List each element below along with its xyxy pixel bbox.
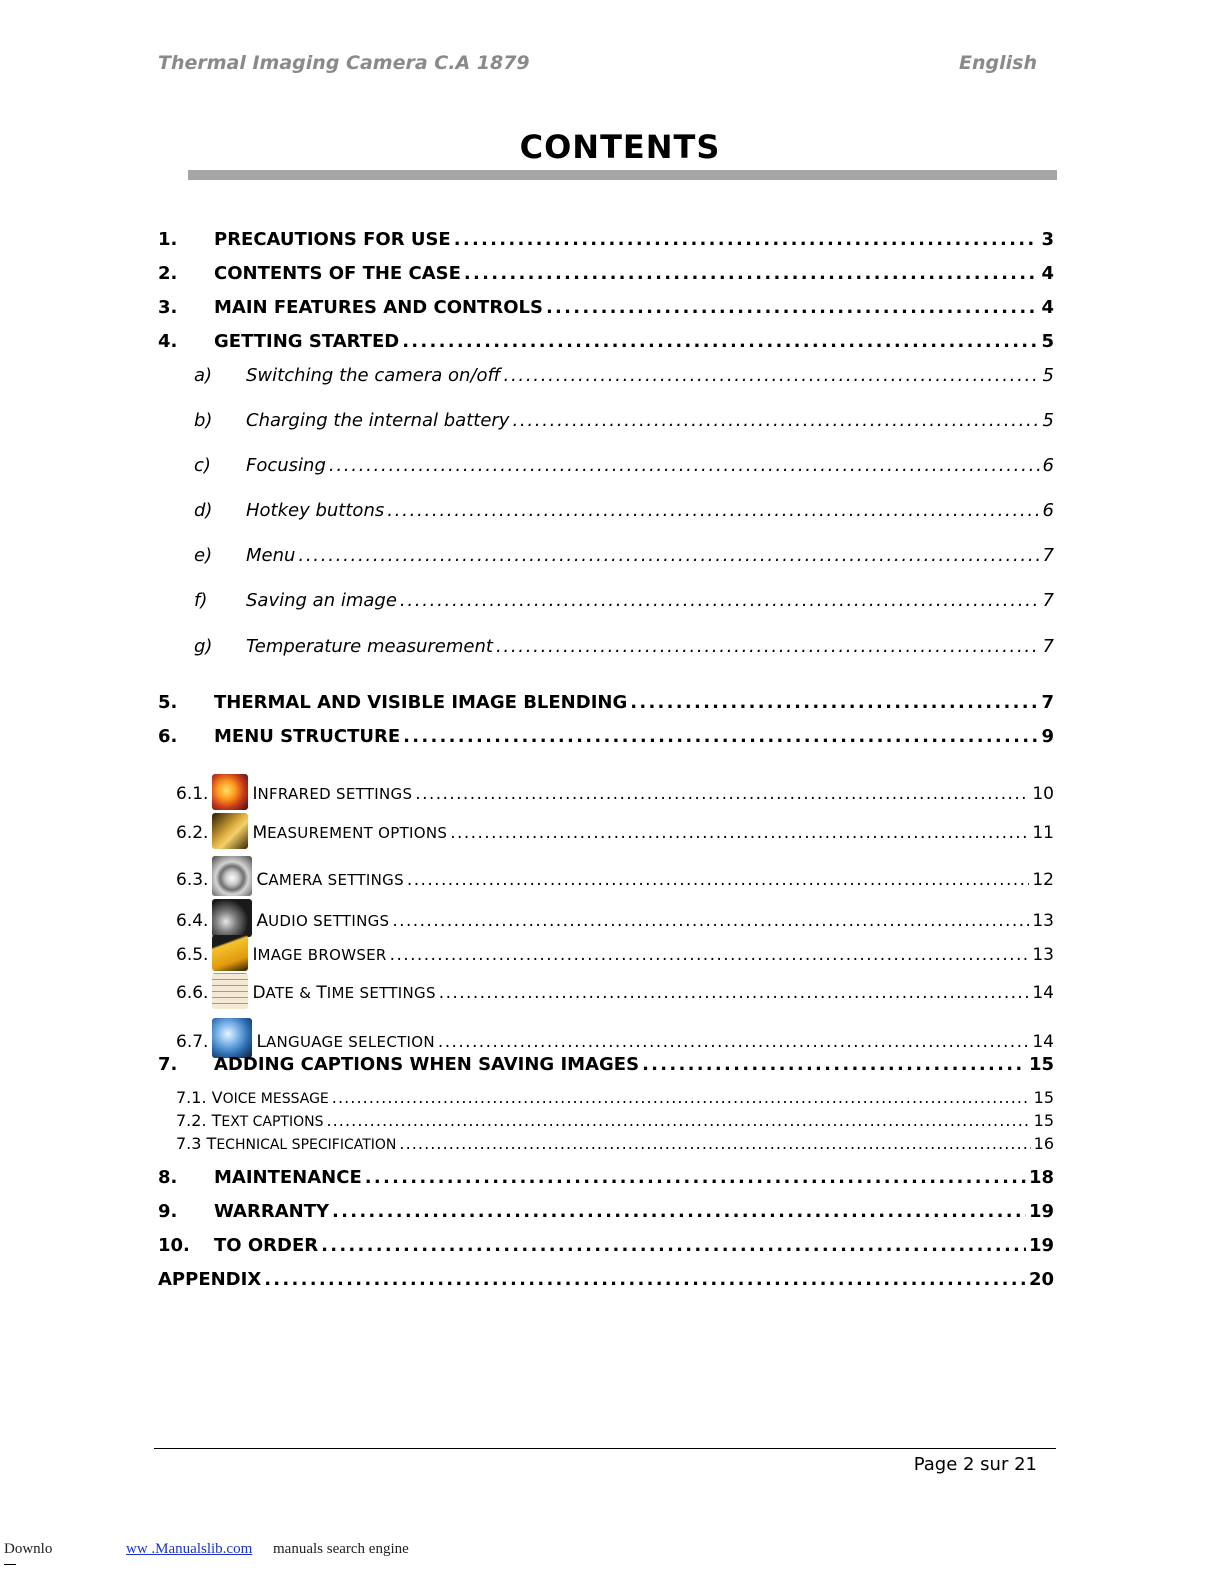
toc-entry-audio-settings[interactable] [176, 893, 1054, 931]
toc-label: TO ORDER [214, 1235, 319, 1256]
watermark-link[interactable]: ww .Manualslib.com [126, 1541, 253, 1557]
toc-page: 4 [1041, 297, 1054, 318]
toc-number: d) [194, 500, 213, 521]
toc-leader [546, 297, 1039, 318]
toc-entry-switching[interactable] [194, 365, 1054, 386]
toc-label: APPENDIX [158, 1269, 262, 1290]
toc-entry-image-browser[interactable] [176, 929, 1054, 965]
toc-entry-appendix[interactable] [158, 1269, 1054, 1290]
toc-leader [450, 823, 1029, 843]
toc-page: 14 [1032, 1032, 1054, 1052]
toc-leader [504, 365, 1040, 386]
toc-number: 7.1. [176, 1088, 207, 1107]
toc-number: 7.3 [176, 1134, 202, 1153]
toc-leader [464, 263, 1039, 284]
toc-leader [298, 545, 1039, 566]
language-selection-icon [212, 1018, 252, 1058]
toc-number: b) [194, 410, 213, 431]
toc-entry-camera-settings[interactable] [176, 850, 1054, 890]
toc-page: 7 [1042, 545, 1054, 566]
measurement-options-icon [212, 813, 248, 849]
toc-label: Menu [246, 545, 296, 566]
toc-label: INFRARED SETTINGS [252, 784, 413, 804]
toc-label: LANGUAGE SELECTION [256, 1032, 435, 1052]
toc-number: 6.6. [176, 983, 209, 1003]
toc-entry-maintenance[interactable] [158, 1167, 1054, 1188]
toc-number: 6. [158, 726, 178, 747]
toc-page: 19 [1028, 1235, 1054, 1256]
toc-leader [400, 590, 1040, 611]
toc-entry-voice-message[interactable] [176, 1088, 1054, 1107]
toc-label: TEXT CAPTIONS [211, 1111, 324, 1130]
toc-number: 6.2. [176, 823, 209, 843]
toc-label: VOICE MESSAGE [211, 1088, 329, 1107]
toc-number: 6.4. [176, 911, 209, 931]
toc-label: Saving an image [246, 590, 397, 611]
toc-page: 15 [1028, 1054, 1054, 1075]
toc-page: 12 [1032, 870, 1054, 890]
toc-page: 4 [1041, 263, 1054, 284]
toc-label: PRECAUTIONS FOR USE [214, 229, 451, 250]
toc-entry-warranty[interactable] [158, 1201, 1054, 1222]
toc-label: MENU STRUCTURE [214, 726, 401, 747]
date-time-settings-icon [212, 973, 248, 1009]
toc-number: 6.5. [176, 945, 209, 965]
toc-leader [415, 784, 1029, 804]
toc-page: 13 [1032, 945, 1054, 965]
toc-label: Charging the internal battery [246, 410, 510, 431]
toc-entry-to-order[interactable] [158, 1235, 1054, 1256]
watermark-tagline: manuals search engine [273, 1541, 409, 1557]
toc-label: CONTENTS OF THE CASE [214, 263, 461, 284]
toc-page: 6 [1042, 455, 1054, 476]
footer-rule [154, 1448, 1056, 1449]
toc-label: MEASUREMENT OPTIONS [252, 823, 448, 843]
toc-leader [496, 636, 1040, 657]
camera-settings-icon [212, 856, 252, 896]
toc-label: WARRANTY [214, 1201, 330, 1222]
toc-label: ADDING CAPTIONS WHEN SAVING IMAGES [214, 1054, 640, 1075]
toc-number: 6.3. [176, 870, 209, 890]
toc-leader [332, 1089, 1031, 1107]
header-language: English [959, 52, 1037, 74]
toc-label: MAINTENANCE [214, 1167, 362, 1188]
toc-label: Focusing [246, 455, 326, 476]
toc-number: e) [194, 545, 213, 566]
toc-number: g) [194, 636, 213, 657]
toc-entry-infrared-settings[interactable] [176, 768, 1054, 804]
toc-label: Hotkey buttons [246, 500, 385, 521]
toc-label: CAMERA SETTINGS [256, 870, 404, 890]
toc-leader [642, 1054, 1026, 1075]
toc-page: 15 [1033, 1111, 1054, 1130]
toc-label: AUDIO SETTINGS [256, 911, 390, 931]
toc-page: 19 [1028, 1201, 1054, 1222]
toc-leader [630, 692, 1038, 713]
toc-label: Temperature measurement [246, 636, 493, 657]
toc-page: 3 [1041, 229, 1054, 250]
toc-entry-blending[interactable] [158, 692, 1054, 713]
toc-label: GETTING STARTED [214, 331, 400, 352]
toc-page: 14 [1032, 983, 1054, 1003]
toc-page: 7 [1041, 692, 1054, 713]
toc-page: 16 [1033, 1134, 1054, 1153]
toc-entry-charging[interactable] [194, 410, 1054, 431]
toc-leader [403, 726, 1038, 747]
toc-page: 11 [1032, 823, 1054, 843]
toc-page: 9 [1041, 726, 1054, 747]
toc-leader [402, 331, 1038, 352]
watermark-underline [4, 1564, 16, 1565]
toc-page: 5 [1041, 331, 1054, 352]
toc-number: 7. [158, 1054, 178, 1075]
toc-page: 13 [1032, 911, 1054, 931]
toc-number: 4. [158, 331, 178, 352]
toc-number: 6.1. [176, 784, 209, 804]
page-number: Page 2 sur 21 [913, 1454, 1037, 1475]
toc-leader [365, 1167, 1026, 1188]
header-title: Thermal Imaging Camera C.A 1879 [158, 52, 530, 74]
toc-label: MAIN FEATURES AND CONTROLS [214, 297, 543, 318]
toc-number: 5. [158, 692, 178, 713]
toc-entry-temperature[interactable] [194, 636, 1054, 657]
toc-leader [321, 1235, 1026, 1256]
toc-entry-saving[interactable] [194, 590, 1054, 611]
toc-page: 5 [1042, 365, 1054, 386]
toc-entry-menu[interactable] [194, 545, 1054, 566]
toc-entry-language[interactable] [176, 1012, 1054, 1052]
toc-entry-measurement-options[interactable] [176, 807, 1054, 843]
image-browser-icon [212, 935, 248, 971]
toc-leader [387, 500, 1039, 521]
toc-page: 20 [1028, 1269, 1054, 1290]
toc-label: TECHNICAL SPECIFICATION [206, 1134, 397, 1153]
title-rule [188, 170, 1057, 180]
toc-entry-adding-captions[interactable] [158, 1054, 1054, 1075]
toc-entry-contents-of-case[interactable] [158, 263, 1054, 284]
toc-leader [326, 1112, 1030, 1130]
toc-number: 10. [158, 1235, 190, 1256]
toc-page: 6 [1042, 500, 1054, 521]
toc-entry-text-captions[interactable] [176, 1111, 1054, 1130]
toc-number: 1. [158, 229, 178, 250]
toc-leader [332, 1201, 1026, 1222]
toc-leader [407, 870, 1029, 890]
toc-entry-main-features[interactable] [158, 297, 1054, 318]
toc-leader [329, 455, 1040, 476]
toc-page: 5 [1042, 410, 1054, 431]
toc-leader [438, 1032, 1029, 1052]
toc-leader [399, 1135, 1030, 1153]
toc-entry-focusing[interactable] [194, 455, 1054, 476]
toc-page: 7 [1042, 590, 1054, 611]
toc-number: 3. [158, 297, 178, 318]
toc-entry-menu-structure[interactable] [158, 726, 1054, 747]
toc-leader [264, 1269, 1026, 1290]
toc-number: a) [194, 365, 213, 386]
toc-entry-technical-specification[interactable] [176, 1134, 1054, 1153]
toc-number: c) [194, 455, 211, 476]
toc-label: THERMAL AND VISIBLE IMAGE BLENDING [214, 692, 628, 713]
toc-page: 10 [1032, 784, 1054, 804]
toc-label: DATE & TIME SETTINGS [252, 983, 436, 1003]
toc-entry-precautions[interactable] [158, 229, 1054, 250]
toc-number: f) [194, 590, 208, 611]
watermark-text: Downlo [4, 1541, 53, 1557]
toc-number: 6.7. [176, 1032, 209, 1052]
page-title: CONTENTS [519, 128, 721, 166]
toc-label: IMAGE BROWSER [252, 945, 387, 965]
toc-page: 7 [1042, 636, 1054, 657]
toc-leader [454, 229, 1039, 250]
toc-entry-getting-started[interactable] [158, 331, 1054, 352]
toc-number: 2. [158, 263, 178, 284]
toc-number: 9. [158, 1201, 178, 1222]
toc-page: 15 [1033, 1088, 1054, 1107]
toc-number: 7.2. [176, 1111, 207, 1130]
toc-leader [390, 945, 1030, 965]
toc-entry-date-time[interactable] [176, 967, 1054, 1003]
toc-number: 8. [158, 1167, 178, 1188]
toc-entry-hotkey[interactable] [194, 500, 1054, 521]
toc-label: Switching the camera on/off [246, 365, 501, 386]
toc-page: 18 [1028, 1167, 1054, 1188]
toc-leader [512, 410, 1039, 431]
toc-leader [439, 983, 1030, 1003]
infrared-settings-icon [212, 774, 248, 810]
